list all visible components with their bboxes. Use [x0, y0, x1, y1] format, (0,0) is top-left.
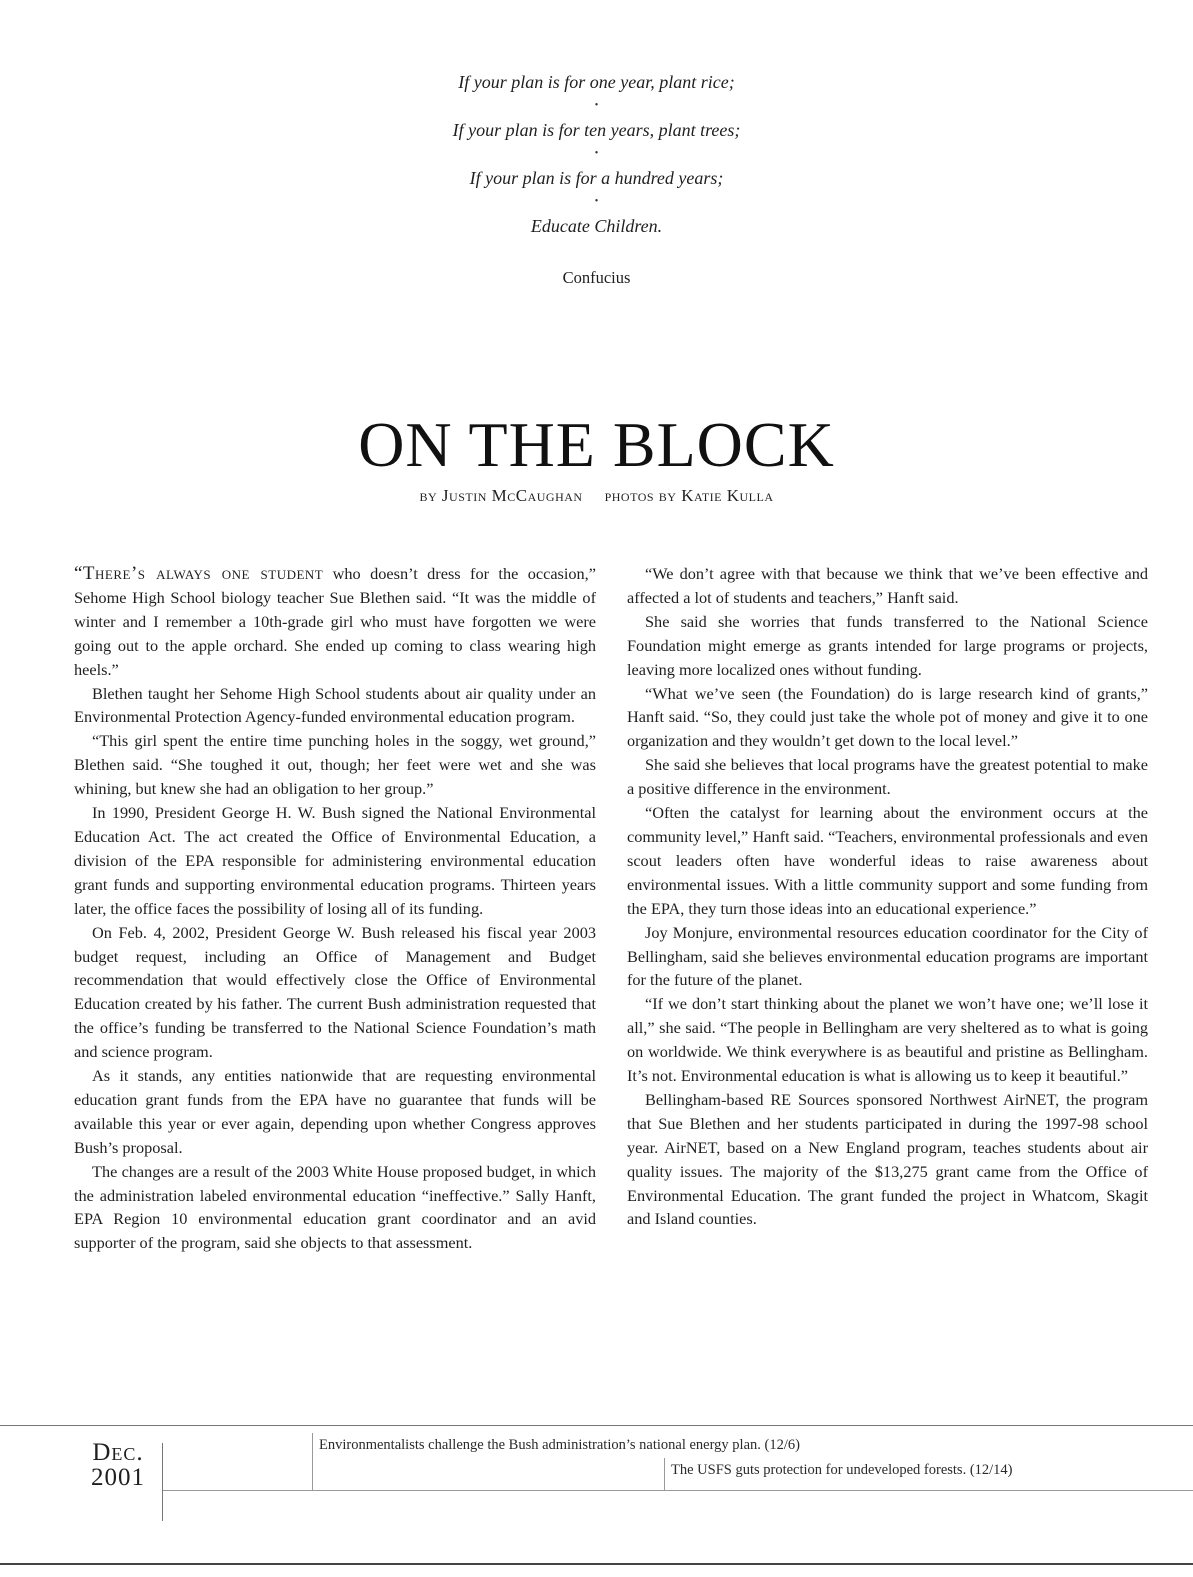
epigraph-separator: • [594, 196, 599, 207]
article-column-right [627, 562, 1148, 1231]
article-paragraph: “There’s always one student who doesn’t dress for the occasion,” Sehome High School biology teacher Sue Blethen said. “It was the middle of winter and I remember a 10th-grade girl who must have forgotten we were going out to the apple orchard. She ended up coming to class wearing high heels.” [74, 563, 596, 679]
byline [0, 486, 1193, 506]
epigraph-line: If your plan is for a hundred years; [469, 168, 724, 188]
article-paragraph: She said she believes that local programs have the greatest potential to make a positive difference in the environment. [627, 755, 1148, 799]
article-title: ON THE BLOCK [358, 409, 835, 480]
epigraph-author: Confucius [562, 268, 631, 287]
article-column-left [74, 562, 596, 1255]
article-paragraph: She said she worries that funds transferred to the National Science Foundation might emerge as grants intended for large programs or projects, leaving more localized ones without funding. [627, 611, 1148, 679]
byline-author: by Justin McCaughan [419, 486, 583, 505]
epigraph-separator: • [594, 148, 599, 159]
timeline-tick [664, 1458, 665, 1490]
article-paragraph: “If we don’t start thinking about the planet we won’t have one; we’ll lose it all,” she said. “The people in Bellingham are very sheltered as to what is going on worldwide. We think everywhere is as beautiful and pristine as Bellingham. It’s not. Environmental education is what is allowing us to keep it beautiful.” [627, 994, 1148, 1086]
article-paragraph: Bellingham-based RE Sources sponsored Northwest AirNET, the program that Sue Blethen and her students participated in during the 1997-98 school year. AirNET, based on a New England program, teaches students about air quality issues. The majority of the $13,275 grant came from the Office of Environmental Education. The grant funded the project in Whatcom, Skagit and Island counties. [627, 1089, 1148, 1229]
article-paragraph: As it stands, any entities nationwide that are requesting environmental education grant funds from the EPA have no guarantee that funds will be available this year or ever again, depending upon whether Congress approves Bush’s proposal. [74, 1066, 596, 1157]
timeline-mid-rule [162, 1490, 1193, 1491]
timeline-year: 2001 [91, 1464, 145, 1491]
article-paragraph: Joy Monjure, environmental resources education coordinator for the City of Bellingham, said she believes environmental education programs are important for the future of the planet. [627, 922, 1148, 990]
timeline-top-rule [0, 1425, 1193, 1426]
article-paragraph: The changes are a result of the 2003 White House proposed budget, in which the administration labeled environmental education “ineffective.” Sally Hanft, EPA Region 10 environmental education grant coordinator and an avid supporter of the program, said she objects to that assessment. [74, 1161, 596, 1253]
article-paragraph: On Feb. 4, 2002, President George W. Bush released his fiscal year 2003 budget request, including an Office of Management and Budget recommendation that would effectively close the Office of Environmental Education created by his father. The current Bush administration requested that the office’s funding be transferred to the National Science Foundation’s math and science program. [74, 922, 596, 1062]
article-paragraph: “Often the catalyst for learning about the environment occurs at the community level,” Hanft said. “Teachers, environmental professionals and even scout leaders often have wonderful ideas to raise awareness about environmental issues. With a little community support and some funding from the EPA, they turn those ideas into an educational experience.” [627, 803, 1148, 918]
epigraph-separator: • [594, 100, 599, 111]
article-paragraph: Blethen taught her Sehome High School students about air quality under an Environmental Protection Agency-funded environmental education program. [74, 683, 596, 727]
article-paragraph: In 1990, President George H. W. Bush signed the National Environmental Education Act. The act created the Office of Environmental Education, a division of the EPA responsible for administering environmental education grant funds and supporting environmental education programs. Thirteen years later, the office faces the possibility of losing all of its funding. [74, 803, 596, 918]
timeline-divider [162, 1443, 163, 1521]
timeline-date [83, 1440, 153, 1490]
article-paragraph: “We don’t agree with that because we think that we’ve been effective and affected a lot of students and teachers,” Hanft said. [627, 564, 1148, 607]
timeline-event: The USFS guts protection for undeveloped forests. (12/14) [671, 1462, 1013, 1478]
article-paragraph: “What we’ve seen (the Foundation) do is large research kind of grants,” Hanft said. “So, they could just take the whole pot of money and give it to one organization and they wouldn’t get down to the local level.” [627, 683, 1148, 751]
lead-in-caps: “There’s always one student [74, 563, 324, 584]
page-bottom-rule [0, 1563, 1193, 1565]
epigraph-line: If your plan is for ten years, plant trees; [452, 120, 741, 140]
epigraph [0, 70, 1193, 288]
byline-photos: photos by Katie Kulla [604, 486, 774, 505]
epigraph-line: Educate Children. [530, 216, 663, 236]
timeline-tick [312, 1433, 313, 1490]
timeline-event: Environmentalists challenge the Bush administration’s national energy plan. (12/6) [319, 1437, 800, 1453]
article-paragraph: “This girl spent the entire time punching holes in the soggy, wet ground,” Blethen said. “She toughed it out, though; her feet were wet and she was whining, but knew she had an obligation to her group.” [74, 731, 596, 799]
timeline-month: Dec. [92, 1439, 144, 1466]
epigraph-line: If your plan is for one year, plant rice; [458, 72, 735, 92]
